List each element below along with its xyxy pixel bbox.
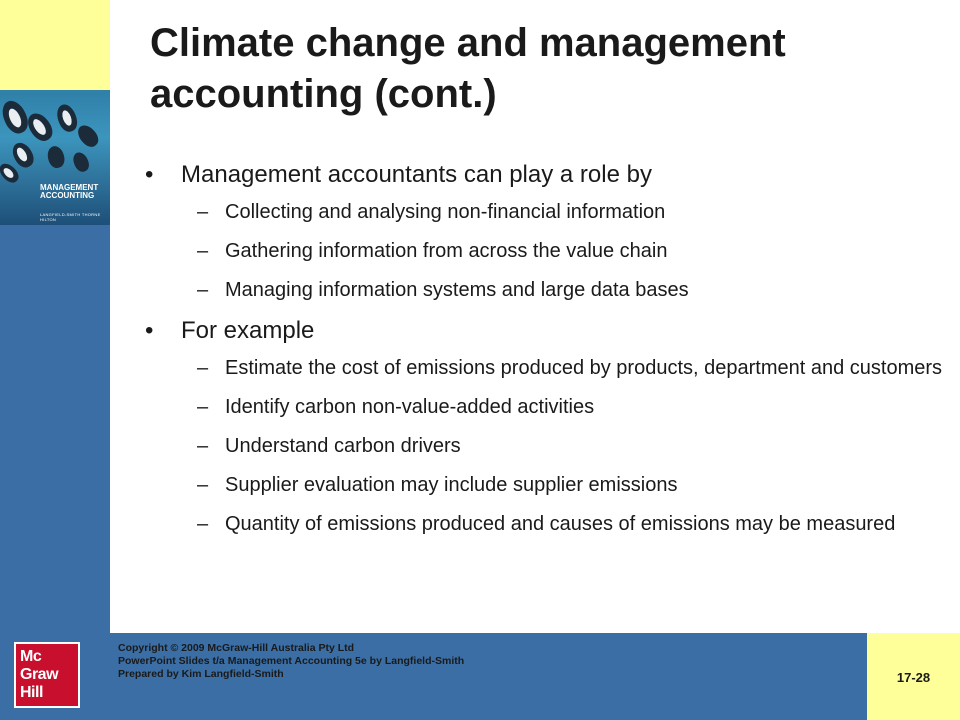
sidebar-blue-block <box>0 225 110 633</box>
bullet-dot-icon: • <box>145 317 154 344</box>
sub-bullet-item: – Supplier evaluation may include supplier emissions <box>197 474 678 496</box>
mcgraw-hill-logo: Mc Graw Hill <box>14 642 80 708</box>
dash-icon: – <box>197 201 209 223</box>
bullet-dot-icon: • <box>145 161 154 188</box>
sub-bullet-item: – Estimate the cost of emissions produced by products, department and customers <box>197 357 943 379</box>
sub-bullet-item: – Collecting and analysing non-financial information <box>197 201 666 223</box>
sub-bullet-item: – Identify carbon non-value-added activities <box>197 396 595 418</box>
sub-bullet-item: – Gathering information from across the value chain <box>197 240 668 262</box>
sub-bullet-item: – Understand carbon drivers <box>197 435 461 457</box>
slide-title: Climate change and management accounting (cont.) <box>150 21 786 116</box>
page-number-box <box>867 633 960 720</box>
book-cover-image <box>0 90 110 225</box>
bullet-item: • Management accountants can play a role by <box>145 161 652 188</box>
sub-bullet-item: – Managing information systems and large data bases <box>197 279 689 301</box>
bullet-list <box>145 160 945 551</box>
sidebar-yellow-block <box>0 0 110 90</box>
book-title: MANAGEMENT ACCOUNTING <box>40 183 99 200</box>
dash-icon: – <box>197 513 209 535</box>
dash-icon: – <box>197 435 209 457</box>
bullet-item: • For example <box>145 317 315 344</box>
dash-icon: – <box>197 279 209 301</box>
dash-icon: – <box>197 240 209 262</box>
dash-icon: – <box>197 474 209 496</box>
copyright-text: Copyright © 2009 McGraw-Hill Australia Pty Ltd PowerPoint Slides t/a Management Accounting 5e by Langfield-Smith Prepared by Kim Langfield-Smith <box>118 642 465 680</box>
dash-icon: – <box>197 357 209 379</box>
book-authors: LANGFIELD-SMITH THORNE HILTON <box>40 212 101 222</box>
page-number: 17-28 <box>896 670 931 685</box>
dash-icon: – <box>197 396 209 418</box>
sub-bullet-item: – Quantity of emissions produced and causes of emissions may be measured <box>197 513 896 535</box>
